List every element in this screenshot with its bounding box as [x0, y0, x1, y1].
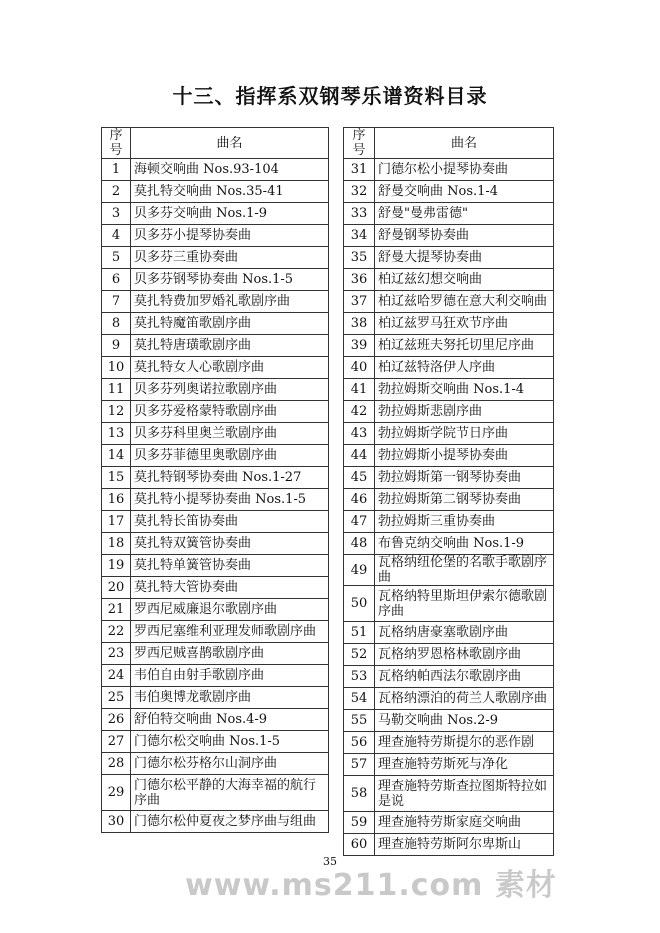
row-title: 舒曼交响曲 Nos.1-4 [375, 181, 554, 203]
table-row [102, 401, 329, 423]
table-row [102, 291, 329, 313]
row-title: 罗西尼贼喜鹊歌剧序曲 [131, 643, 329, 665]
row-number: 23 [102, 643, 131, 665]
table-row [344, 203, 554, 225]
row-number: 46 [344, 489, 375, 511]
row-title: 勃拉姆斯小提琴协奏曲 [375, 445, 554, 467]
row-number: 47 [344, 511, 375, 533]
row-number: 43 [344, 423, 375, 445]
row-number: 12 [102, 401, 131, 423]
row-number: 26 [102, 709, 131, 731]
row-title: 理查施特劳斯死与净化 [375, 754, 554, 776]
table-row [102, 489, 329, 511]
table-row [102, 467, 329, 489]
table-row [344, 622, 554, 644]
row-title: 门德尔松平静的大海幸福的航行序曲 [131, 775, 329, 811]
row-number: 45 [344, 467, 375, 489]
table-row [102, 269, 329, 291]
table-row [344, 335, 554, 357]
table-row [102, 753, 329, 775]
table-row [102, 203, 329, 225]
row-title: 勃拉姆斯第二钢琴协奏曲 [375, 489, 554, 511]
row-title: 布鲁克纳交响曲 Nos.1-9 [375, 533, 554, 555]
table-row [344, 688, 554, 710]
row-number: 1 [102, 159, 131, 181]
row-title: 勃拉姆斯第一钢琴协奏曲 [375, 467, 554, 489]
row-title: 罗西尼威廉退尔歌剧序曲 [131, 599, 329, 621]
row-title: 瓦格纳纽伦堡的名歌手歌剧序曲 [375, 555, 554, 586]
page-title: 十三、指挥系双钢琴乐谱资料目录 [172, 84, 488, 108]
row-title: 贝多芬菲德里奥歌剧序曲 [131, 445, 329, 467]
row-number: 38 [344, 313, 375, 335]
row-number: 58 [344, 776, 375, 812]
row-number: 44 [344, 445, 375, 467]
row-title: 柏辽兹哈罗德在意大利交响曲 [375, 291, 554, 313]
table-row [344, 732, 554, 754]
row-number: 2 [102, 181, 131, 203]
row-number: 15 [102, 467, 131, 489]
table-row [102, 775, 329, 811]
row-number: 5 [102, 247, 131, 269]
row-number: 24 [102, 665, 131, 687]
table-row [102, 357, 329, 379]
row-number: 7 [102, 291, 131, 313]
row-title: 贝多芬钢琴协奏曲 Nos.1-5 [131, 269, 329, 291]
header-no: 序号 [102, 128, 131, 159]
row-title: 莫扎特小提琴协奏曲 Nos.1-5 [131, 489, 329, 511]
row-title: 莫扎特费加罗婚礼歌剧序曲 [131, 291, 329, 313]
table-row [102, 533, 329, 555]
table-row [102, 643, 329, 665]
catalog-table-left [101, 127, 329, 833]
row-title: 莫扎特女人心歌剧序曲 [131, 357, 329, 379]
table-row [344, 776, 554, 812]
row-title: 门德尔松交响曲 Nos.1-5 [131, 731, 329, 753]
row-title: 舒曼钢琴协奏曲 [375, 225, 554, 247]
row-title: 勃拉姆斯悲剧序曲 [375, 401, 554, 423]
row-number: 21 [102, 599, 131, 621]
table-row [344, 644, 554, 666]
table-row [344, 666, 554, 688]
row-title: 贝多芬交响曲 Nos.1-9 [131, 203, 329, 225]
row-number: 34 [344, 225, 375, 247]
table-row [102, 335, 329, 357]
row-title: 瓦格纳罗恩格林歌剧序曲 [375, 644, 554, 666]
table-row [344, 291, 554, 313]
row-number: 48 [344, 533, 375, 555]
row-number: 30 [102, 811, 131, 833]
row-number: 14 [102, 445, 131, 467]
table-row [344, 379, 554, 401]
row-number: 11 [102, 379, 131, 401]
row-title: 莫扎特长笛协奏曲 [131, 511, 329, 533]
row-number: 59 [344, 812, 375, 834]
row-title: 勃拉姆斯交响曲 Nos.1-4 [375, 379, 554, 401]
row-title: 瓦格纳帕西法尔歌剧序曲 [375, 666, 554, 688]
table-row [102, 247, 329, 269]
table-row [344, 812, 554, 834]
table-row [344, 159, 554, 181]
row-title: 勃拉姆斯学院节日序曲 [375, 423, 554, 445]
row-title: 理查施特劳斯提尔的恶作剧 [375, 732, 554, 754]
row-title: 贝多芬列奥诺拉歌剧序曲 [131, 379, 329, 401]
table-row [344, 467, 554, 489]
row-title: 柏辽兹幻想交响曲 [375, 269, 554, 291]
table-row [102, 159, 329, 181]
table-row [102, 313, 329, 335]
table-row [102, 445, 329, 467]
row-number: 18 [102, 533, 131, 555]
row-number: 8 [102, 313, 131, 335]
row-title: 瓦格纳唐豪塞歌剧序曲 [375, 622, 554, 644]
row-number: 20 [102, 577, 131, 599]
row-title: 韦伯自由射手歌剧序曲 [131, 665, 329, 687]
row-number: 35 [344, 247, 375, 269]
row-number: 17 [102, 511, 131, 533]
header-no: 序号 [344, 128, 375, 159]
table-row [102, 709, 329, 731]
row-number: 56 [344, 732, 375, 754]
table-row [344, 754, 554, 776]
row-title: 舒曼"曼弗雷德" [375, 203, 554, 225]
row-number: 10 [102, 357, 131, 379]
header-row [102, 128, 329, 159]
table-row [344, 710, 554, 732]
row-title: 理查施特劳斯查拉图斯特拉如是说 [375, 776, 554, 812]
watermark: www.ms211.com 素材 [185, 868, 557, 903]
table-row [344, 247, 554, 269]
row-title: 门德尔松小提琴协奏曲 [375, 159, 554, 181]
row-number: 13 [102, 423, 131, 445]
row-number: 39 [344, 335, 375, 357]
row-title: 舒曼大提琴协奏曲 [375, 247, 554, 269]
table-row [102, 577, 329, 599]
row-number: 28 [102, 753, 131, 775]
row-number: 29 [102, 775, 131, 811]
row-title: 理查施特劳斯家庭交响曲 [375, 812, 554, 834]
row-title: 莫扎特单簧管协奏曲 [131, 555, 329, 577]
header-row [344, 128, 554, 159]
row-number: 6 [102, 269, 131, 291]
row-title: 柏辽兹班夫努托切里尼序曲 [375, 335, 554, 357]
table-row [344, 511, 554, 533]
row-number: 36 [344, 269, 375, 291]
row-number: 55 [344, 710, 375, 732]
row-number: 60 [344, 834, 375, 856]
table-row [344, 181, 554, 203]
table-row [102, 379, 329, 401]
row-number: 31 [344, 159, 375, 181]
table-row [102, 511, 329, 533]
table-row [344, 423, 554, 445]
row-number: 41 [344, 379, 375, 401]
page-number: 35 [323, 855, 337, 868]
table-row [344, 357, 554, 379]
row-title: 勃拉姆斯三重协奏曲 [375, 511, 554, 533]
row-title: 莫扎特双簧管协奏曲 [131, 533, 329, 555]
row-number: 49 [344, 555, 375, 586]
row-title: 贝多芬爱格蒙特歌剧序曲 [131, 401, 329, 423]
row-title: 柏辽兹特洛伊人序曲 [375, 357, 554, 379]
table-row [102, 599, 329, 621]
row-title: 韦伯奥博龙歌剧序曲 [131, 687, 329, 709]
table-row [344, 313, 554, 335]
table-row [102, 181, 329, 203]
row-title: 理查施特劳斯阿尔卑斯山 [375, 834, 554, 856]
row-title: 贝多芬科里奥兰歌剧序曲 [131, 423, 329, 445]
row-number: 25 [102, 687, 131, 709]
row-number: 9 [102, 335, 131, 357]
table-row [102, 555, 329, 577]
row-title: 瓦格纳特里斯坦伊索尔德歌剧序曲 [375, 586, 554, 622]
table-row [102, 621, 329, 643]
row-title: 舒伯特交响曲 Nos.4-9 [131, 709, 329, 731]
table-row [102, 731, 329, 753]
row-number: 27 [102, 731, 131, 753]
row-number: 52 [344, 644, 375, 666]
catalog-table-right [343, 127, 554, 856]
table-row [102, 665, 329, 687]
row-title: 门德尔松仲夏夜之梦序曲与组曲 [131, 811, 329, 833]
row-number: 19 [102, 555, 131, 577]
table-row [102, 423, 329, 445]
table-row [344, 445, 554, 467]
row-number: 53 [344, 666, 375, 688]
row-title: 莫扎特魔笛歌剧序曲 [131, 313, 329, 335]
table-row [102, 811, 329, 833]
table-row [344, 269, 554, 291]
table-row [344, 834, 554, 856]
row-number: 37 [344, 291, 375, 313]
row-number: 4 [102, 225, 131, 247]
row-number: 40 [344, 357, 375, 379]
row-title: 贝多芬小提琴协奏曲 [131, 225, 329, 247]
row-number: 32 [344, 181, 375, 203]
row-number: 54 [344, 688, 375, 710]
header-name: 曲名 [375, 128, 554, 159]
row-number: 42 [344, 401, 375, 423]
row-title: 瓦格纳漂泊的荷兰人歌剧序曲 [375, 688, 554, 710]
row-title: 门德尔松芬格尔山洞序曲 [131, 753, 329, 775]
row-title: 莫扎特钢琴协奏曲 Nos.1-27 [131, 467, 329, 489]
row-number: 22 [102, 621, 131, 643]
row-title: 海顿交响曲 Nos.93-104 [131, 159, 329, 181]
row-title: 罗西尼塞维利亚理发师歌剧序曲 [131, 621, 329, 643]
table-row [344, 533, 554, 555]
row-title: 马勒交响曲 Nos.2-9 [375, 710, 554, 732]
row-title: 莫扎特唐璜歌剧序曲 [131, 335, 329, 357]
row-number: 16 [102, 489, 131, 511]
row-title: 贝多芬三重协奏曲 [131, 247, 329, 269]
row-number: 3 [102, 203, 131, 225]
table-row [102, 225, 329, 247]
header-name: 曲名 [131, 128, 329, 159]
table-row [344, 489, 554, 511]
row-number: 33 [344, 203, 375, 225]
table-row [344, 586, 554, 622]
row-title: 柏辽兹罗马狂欢节序曲 [375, 313, 554, 335]
table-row [344, 555, 554, 586]
row-title: 莫扎特大管协奏曲 [131, 577, 329, 599]
table-row [344, 401, 554, 423]
table-row [344, 225, 554, 247]
row-title: 莫扎特交响曲 Nos.35-41 [131, 181, 329, 203]
row-number: 50 [344, 586, 375, 622]
row-number: 57 [344, 754, 375, 776]
table-row [102, 687, 329, 709]
row-number: 51 [344, 622, 375, 644]
